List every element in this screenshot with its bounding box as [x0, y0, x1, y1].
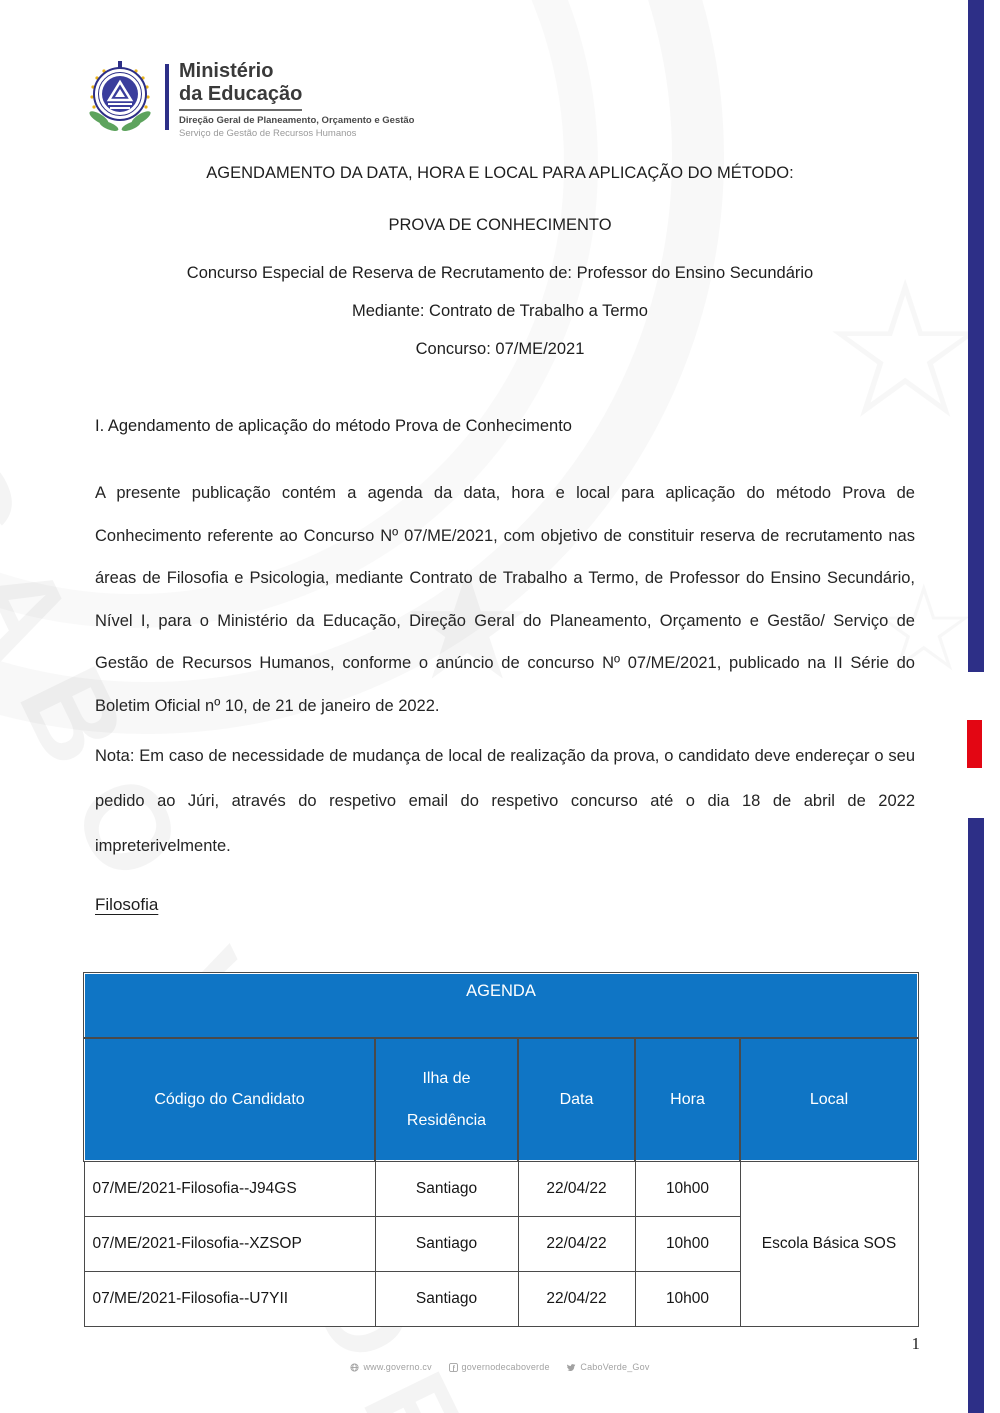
column-header-local: Local [740, 1038, 918, 1161]
ministry-name-line1: Ministério [179, 60, 274, 82]
footer-website: www.governo.cv [350, 1362, 434, 1372]
table-row [84, 1161, 918, 1217]
column-header-hora: Hora [635, 1038, 740, 1161]
section-heading: I. Agendamento de aplicação do método Prova de Conhecimento [95, 417, 572, 435]
subject-heading: Filosofia [95, 895, 159, 914]
agenda-table [83, 972, 919, 1327]
cell-data: 22/04/22 [518, 1217, 635, 1272]
cell-hora: 10h00 [635, 1161, 740, 1217]
edge-bar-blue-top [968, 0, 984, 672]
globe-icon [350, 1363, 359, 1372]
column-header-codigo: Código do Candidato [84, 1038, 375, 1161]
cell-hora: 10h00 [635, 1272, 740, 1327]
paragraph-nota: Nota: Em caso de necessidade de mudança de local de realização da prova, o candidato deve endereçar o seu pedido ao Júri, através do respetivo email do respetivo concurso até o dia 18 de abril de 2022 impreterivelmente. [95, 747, 915, 855]
edge-bar-blue-bottom [968, 818, 984, 1413]
column-header-ilha: Ilha de Residência [375, 1038, 518, 1161]
twitter-icon [566, 1363, 576, 1372]
cell-data: 22/04/22 [518, 1272, 635, 1327]
contract-type: Mediante: Contrato de Trabalho a Termo [352, 302, 648, 320]
cell-ilha: Santiago [375, 1161, 518, 1217]
facebook-icon [449, 1363, 458, 1372]
paragraph-intro: A presente publicação contém a agenda da data, hora e local para aplicação do método Prova de Conhecimento referente ao Concurso Nº 07/ME/2021, com objetivo de constituir reserva de recrutamento nas áreas de Filosofia e Psicologia, mediante Contrato de Trabalho a Termo, de Professor do Ensino Secundário, Nível I, para o Ministério da Educação, Direção Geral do Planeamento, Orçamento e Gestão/ Serviço de Gestão de Recursos Humanos, conforme o anúncio de concurso Nº 07/ME/2021, publicado na II Série do Boletim Oficial nº 10, de 21 de janeiro de 2022. [95, 484, 915, 715]
ministry-name-line2: da Educação [179, 83, 303, 105]
cell-ilha: Santiago [375, 1272, 518, 1327]
concurso-number: Concurso: 07/ME/2021 [415, 340, 585, 358]
cell-hora: 10h00 [635, 1217, 740, 1272]
document-title: AGENDAMENTO DA DATA, HORA E LOCAL PARA APLICAÇÃO DO MÉTODO: [206, 164, 794, 182]
page-number: 1 [911, 1334, 920, 1353]
concurso-description: Concurso Especial de Reserva de Recrutamento de: Professor do Ensino Secundário [186, 264, 814, 282]
document-subtitle: PROVA DE CONHECIMENTO [388, 216, 612, 234]
logo-divider [165, 64, 169, 130]
cell-codigo: 07/ME/2021-Filosofia--XZSOP [84, 1217, 375, 1272]
footer-twitter: CaboVerde_Gov [566, 1362, 649, 1372]
table-title: AGENDA [84, 973, 918, 1038]
table-title-row [84, 973, 918, 1038]
cell-codigo: 07/ME/2021-Filosofia--U7YII [84, 1272, 375, 1327]
table-header-row [84, 1038, 918, 1161]
department-line2: Serviço de Gestão de Recursos Humanos [179, 128, 357, 139]
edge-bar-red [967, 720, 982, 768]
ministry-logo [87, 60, 414, 139]
column-header-data: Data [518, 1038, 635, 1161]
department-line1: Direção Geral de Planeamento, Orçamento e Gestão [179, 115, 415, 126]
coat-of-arms-icon [87, 60, 153, 138]
cell-local-merged: Escola Básica SOS [740, 1161, 918, 1327]
cell-codigo: 07/ME/2021-Filosofia--J94GS [84, 1161, 375, 1217]
footer-facebook: governodecaboverde [449, 1362, 553, 1372]
footer-social-bar [0, 1362, 1000, 1372]
cell-ilha: Santiago [375, 1217, 518, 1272]
cell-data: 22/04/22 [518, 1161, 635, 1217]
